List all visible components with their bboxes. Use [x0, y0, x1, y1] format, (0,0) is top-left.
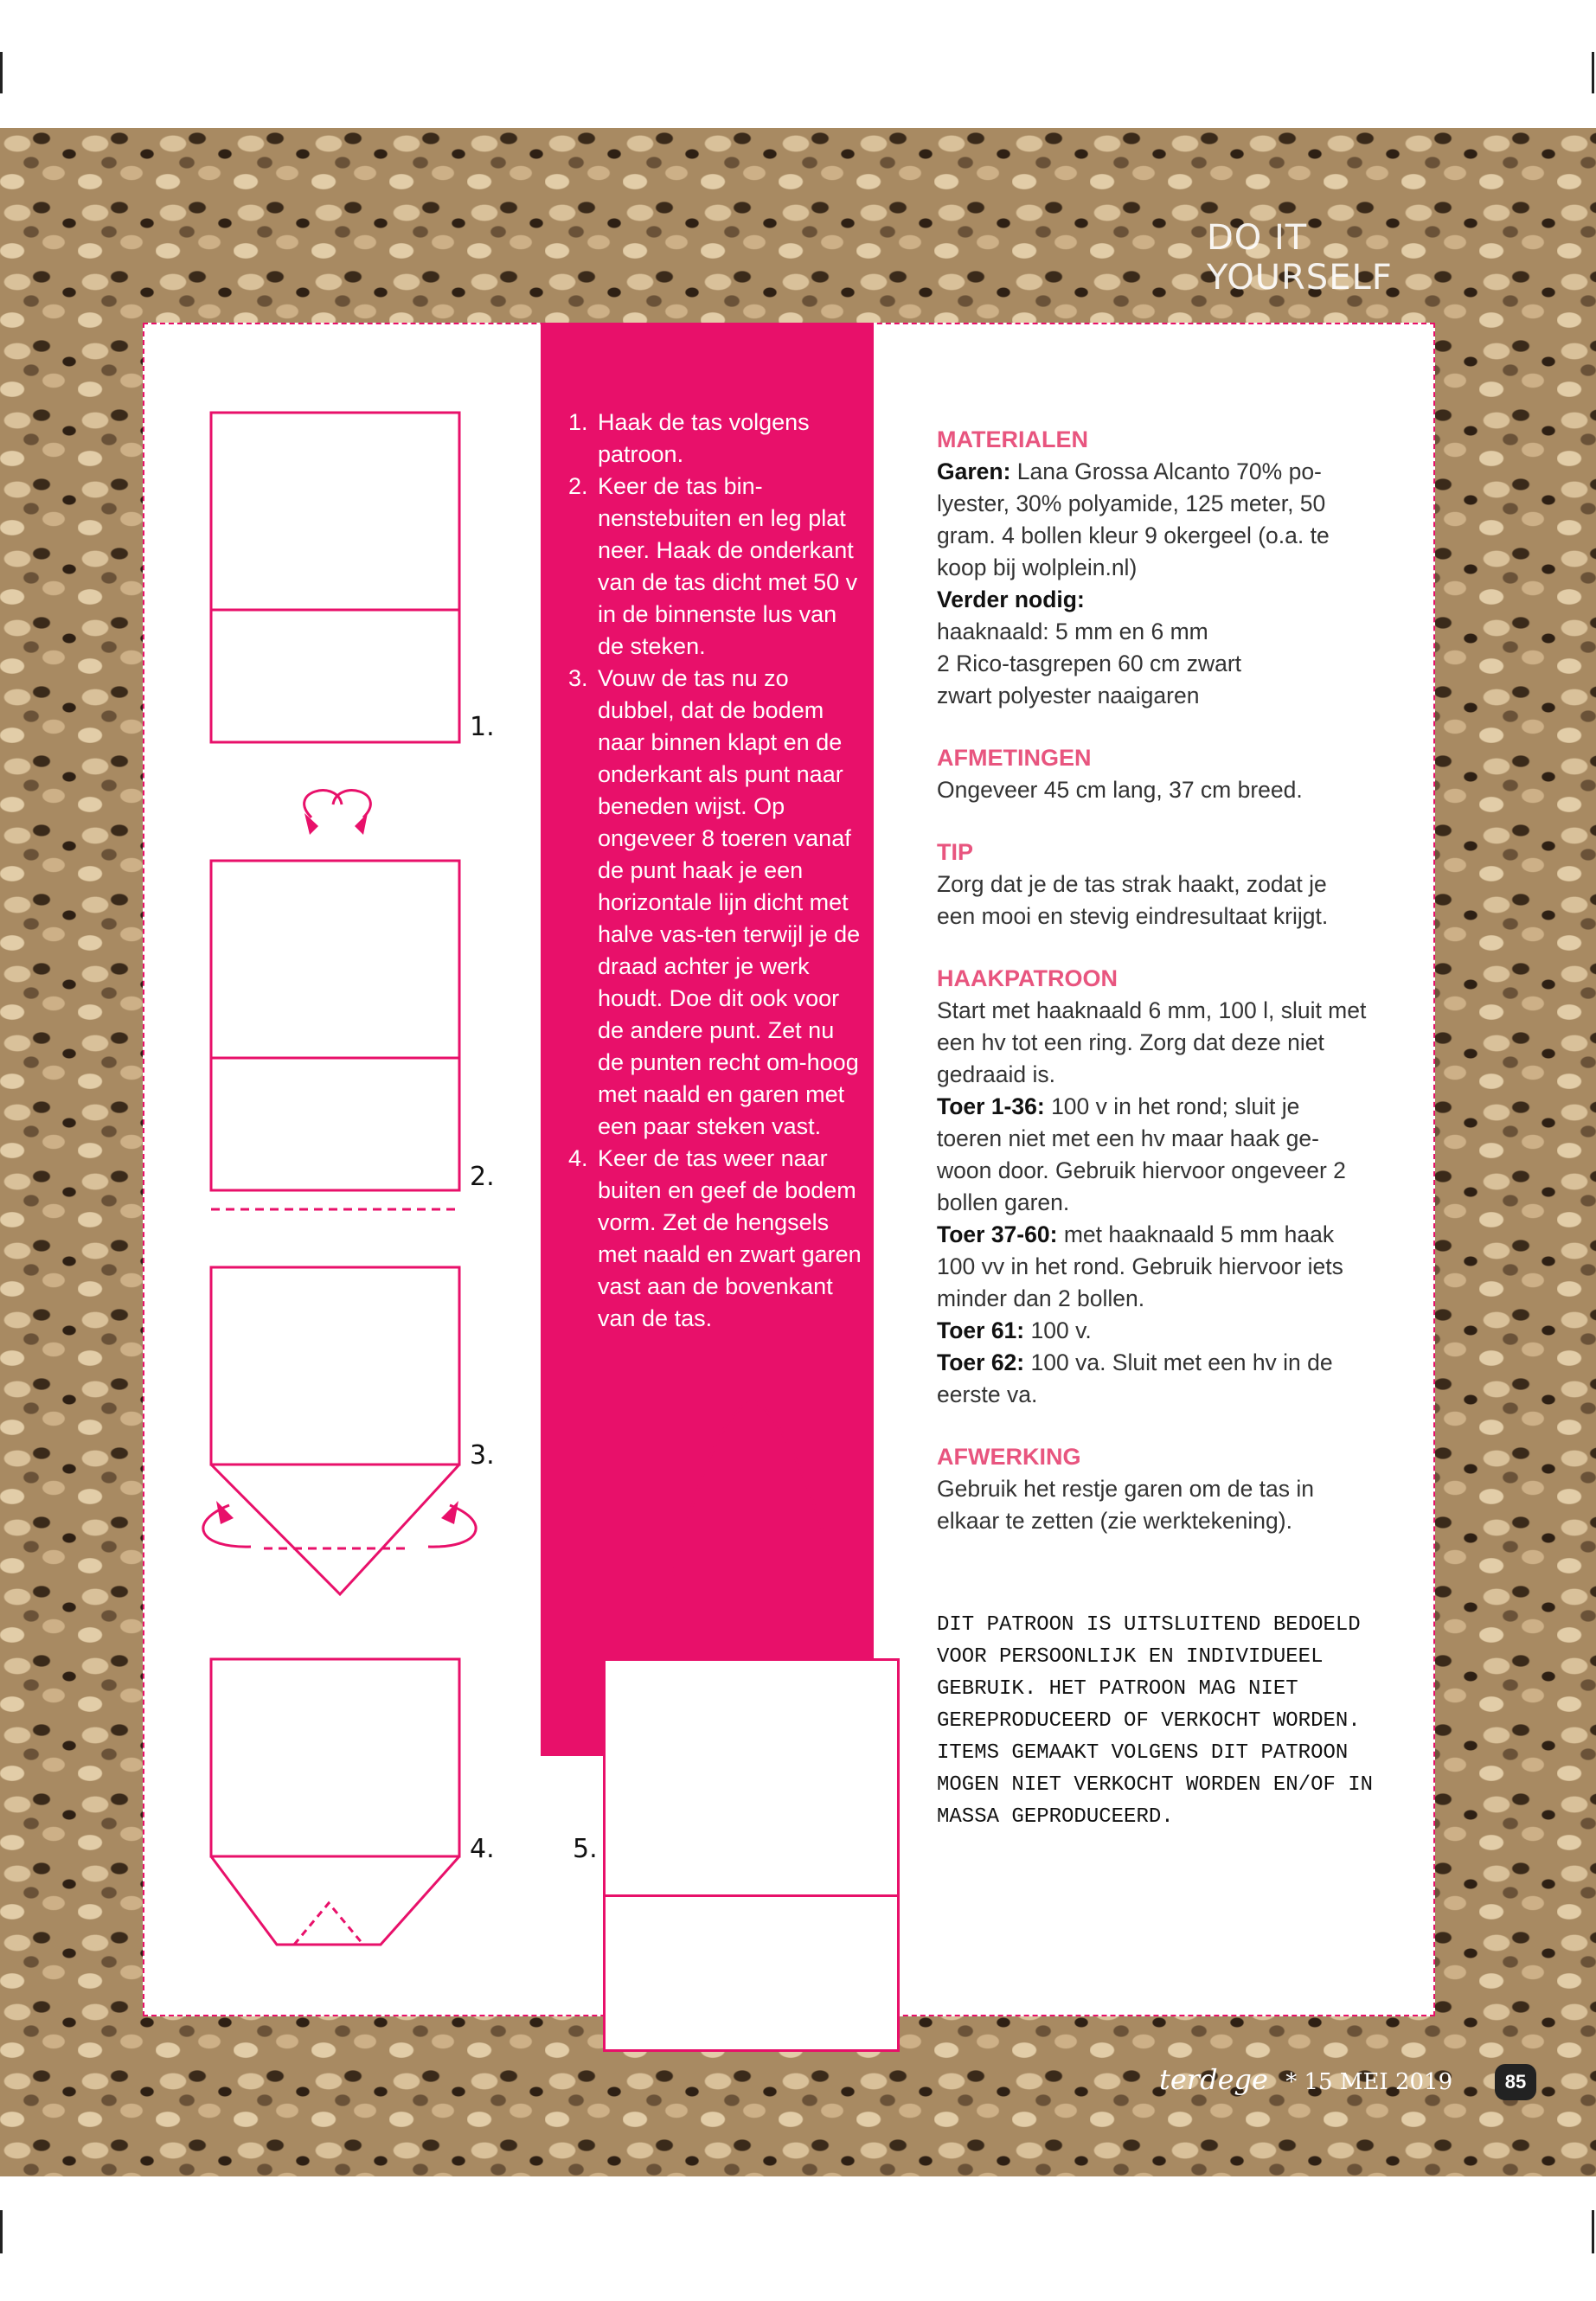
materialen-section: MATERIALEN Garen: Lana Grossa Alcanto 70% po-lyester, 30% polyamide, 125 meter, 50 gram. 4 bollen kleur 9 okergeel (o.a. te koop bij wolplein.nl) Verder nodig: haaknaald: 5 mm en 6 mm 2 Rico-tasgrepen 60 cm zwart zwart polyester naaigaren: [937, 424, 1369, 712]
list-item: haaknaald: 5 mm en 6 mm: [937, 619, 1208, 644]
list-item: 2 Rico-tasgrepen 60 cm zwart: [937, 651, 1242, 676]
rotate-arrow-icon: [304, 791, 342, 817]
section-heading: TIP: [937, 839, 974, 865]
step-item: 2. Keer de tas bin-nenstebuiten en leg plat neer. Haak de onderkant van de tas dicht met 50 v in de binnenste lus van de steken.: [568, 473, 858, 659]
page-number: 85: [1495, 2064, 1536, 2100]
pattern-details: [937, 424, 1369, 1567]
afmetingen-section: AFMETINGEN Ongeveer 45 cm lang, 37 cm breed.: [937, 742, 1369, 806]
rotate-arrow-icon: [333, 791, 370, 817]
diagram-4-bag: [211, 1659, 459, 1856]
bag-handle: [655, 1401, 852, 1658]
section-heading: MATERIALEN: [937, 426, 1088, 452]
haakpatroon-section: HAAKPATROON Start met haaknaald 6 mm, 100 l, sluit met een hv tot een ring. Zorg dat deze niet gedraaid is. Toer 1-36: 100 v in het rond; sluit je toeren niet met een hv maar haak ge-woon door. Gebruik hiervoor ongeveer 2 bollen garen. Toer 37-60: met haaknaald 5 mm haak 100 vv in het rond. Gebruik hiervoor iets minder dan 2 bollen. Toer 61: 100 v. Toer 62: 100 va. Sluit met een hv in de eerste va.: [937, 963, 1369, 1411]
step-item: 1. Haak de tas volgens patroon.: [568, 409, 810, 467]
list-item: zwart polyester naaigaren: [937, 683, 1200, 708]
diagram-label: 1.: [470, 712, 495, 742]
fold-arrow-icon: [203, 1505, 251, 1547]
diagram-label: 3.: [470, 1440, 495, 1471]
section-label: DO IT YOURSELF: [1207, 218, 1393, 298]
section-heading: AFWERKING: [937, 1444, 1081, 1470]
step-item: 3. Vouw de tas nu zo dubbel, dat de bodem naar binnen klapt en de onderkant als punt naar beneden wijst. Op ongeveer 8 toeren vanaf de punt haak je een horizontale lijn dicht met halve vas-ten terwijl je de draad achter je werk houdt. Doe dit ook voor de andere punt. Zet nu de punten recht om-hoog met naald en garen met een paar steken vast.: [568, 665, 861, 1139]
diagram-2-bag: [211, 861, 459, 1190]
tip-section: TIP Zorg dat je de tas strak haakt, zodat je een mooi en stevig eindresultaat krijgt.: [937, 836, 1369, 933]
diagram-3-bag: [211, 1267, 459, 1465]
diagram-5-bag: [603, 1658, 900, 2052]
instruction-steps: [568, 407, 862, 1335]
diagram-label: 2.: [470, 1162, 495, 1192]
issue-date: 15 MEI 2019: [1304, 2069, 1453, 2095]
page-footer: terdege * 15 MEI 2019: [1159, 2063, 1453, 2096]
step-item: 4. Keer de tas weer naar buiten en geef de bodem vorm. Zet de hengsels met naald en zwart garen vast aan de bovenkant van de tas.: [568, 1145, 862, 1331]
diagram-label: 5.: [573, 1834, 598, 1864]
magazine-logo: terdege: [1159, 2063, 1268, 2096]
afwerking-section: AFWERKING Gebruik het restje garen om de tas in elkaar te zetten (zie werktekening).: [937, 1441, 1369, 1537]
usage-disclaimer: DIT PATROON IS UITSLUITEND BEDOELD VOOR PERSOONLIJK EN INDIVIDUEEL GEBRUIK. HET PATROON MAG NIET GEREPRODUCEERD OF VERKOCHT WORDEN. ITEMS GEMAAKT VOLGENS DIT PATROON MOGEN NIET VERKOCHT WORDEN EN/OF IN MASSA GEPRODUCEERD.: [937, 1613, 1374, 1829]
diagram-label: 4.: [470, 1834, 495, 1864]
diagram-1-bag: [211, 413, 459, 742]
section-heading: AFMETINGEN: [937, 745, 1092, 771]
section-heading: HAAKPATROON: [937, 965, 1118, 991]
